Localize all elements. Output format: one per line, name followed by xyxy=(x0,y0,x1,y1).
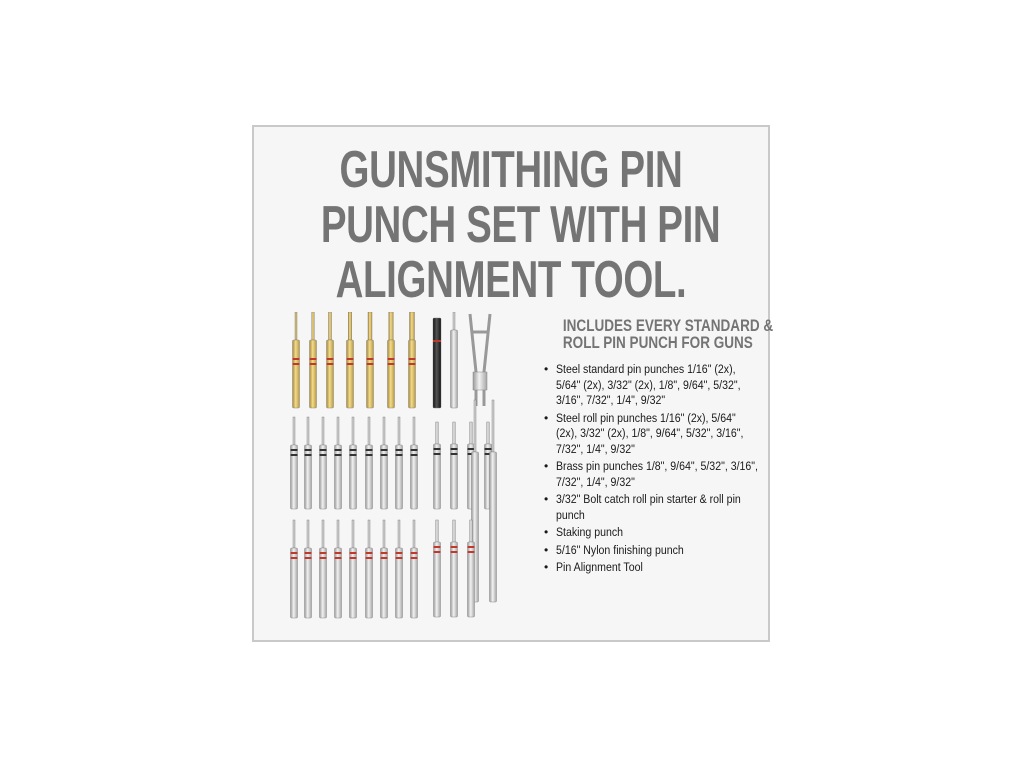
brass-punch-tip xyxy=(329,312,332,340)
title-line-1: GUNSMITHING PIN xyxy=(339,141,683,199)
bolt-catch-punch-tip xyxy=(474,400,476,452)
list-item xyxy=(544,411,754,458)
steel-roll-punch-tip xyxy=(413,520,415,548)
brass-punch-shaft xyxy=(367,340,374,408)
steel-roll-punch-shaft xyxy=(468,542,475,617)
list-item xyxy=(544,543,754,559)
brass-punch-shaft xyxy=(347,340,354,408)
list-item-text: Steel roll pin punches 1/16" (2x), 5/64" (2x), 3/32" (2x), 1/8", 9/64", 5/32", 3/16", 7/32", 1/4", 9/32" xyxy=(556,410,744,456)
steel-roll-punch-band xyxy=(291,552,298,554)
steel-standard-punch-band xyxy=(451,448,458,450)
steel-standard-punch-tip xyxy=(436,422,439,444)
steel-standard-punch-tip xyxy=(470,422,473,444)
brass-punch-tip xyxy=(410,312,415,340)
brass-punch-tip xyxy=(348,312,352,340)
steel-roll-punch-shaft xyxy=(451,542,458,617)
steel-standard-punch-band xyxy=(396,449,403,451)
steel-roll-punch-band xyxy=(434,546,441,548)
steel-roll-punch-band xyxy=(411,557,418,559)
roll-pin-starter-tip xyxy=(492,400,494,452)
brass-punch-tip xyxy=(295,312,297,340)
steel-roll-punch-tip xyxy=(352,520,354,548)
bullet-icon: • xyxy=(544,542,549,557)
steel-standard-punch-band xyxy=(451,453,458,455)
steel-standard-punch-tip xyxy=(383,417,385,445)
brass-punch-band xyxy=(409,363,416,365)
list-item-text: Steel standard pin punches 1/16" (2x), 5/64" (2x), 3/32" (2x), 1/8", 9/64", 5/32", 3/16", 7/32", 1/4", 9/32" xyxy=(556,362,741,407)
includes-heading xyxy=(562,317,774,352)
steel-roll-punch-tip xyxy=(337,520,339,548)
steel-roll-punch-tip xyxy=(398,520,400,548)
steel-standard-punch-band xyxy=(291,454,298,456)
steel-roll-punch-band xyxy=(366,557,373,559)
brass-punch-shaft xyxy=(409,340,416,408)
steel-roll-punch-band xyxy=(396,557,403,559)
brass-punch-band xyxy=(347,358,354,360)
steel-roll-punch-tip xyxy=(383,520,385,548)
steel-roll-punch-tip xyxy=(470,520,473,542)
list-item-text: 5/16" Nylon finishing punch xyxy=(556,542,684,557)
steel-roll-punch-tip xyxy=(368,520,370,548)
brass-punch-band xyxy=(293,363,300,365)
steel-roll-punch-band xyxy=(468,551,475,553)
list-item-text: Staking punch xyxy=(556,525,624,539)
steel-standard-punch-tip xyxy=(487,422,490,444)
steel-standard-punch-band xyxy=(350,454,357,456)
brass-punch-band xyxy=(367,363,374,365)
punch-set-image xyxy=(286,312,501,620)
steel-standard-punch-tip xyxy=(337,417,339,445)
brass-punch-band xyxy=(327,358,334,360)
steel-roll-punch-band xyxy=(451,551,458,553)
staking-punch-shaft xyxy=(451,330,458,408)
steel-roll-punch-band xyxy=(434,551,441,553)
steel-standard-punch-tip xyxy=(453,422,456,444)
steel-roll-punch-band xyxy=(320,557,327,559)
steel-standard-punch-band xyxy=(485,448,492,450)
includes-heading-line-1: INCLUDES EVERY STANDARD & xyxy=(562,317,774,335)
steel-standard-punch-tip xyxy=(368,417,370,445)
includes-list xyxy=(544,362,758,576)
steel-roll-punch-band xyxy=(381,557,388,559)
steel-standard-punch-band xyxy=(320,454,327,456)
includes-panel xyxy=(544,317,774,578)
brass-punch-tip xyxy=(368,312,372,340)
brass-punch-shaft xyxy=(310,340,317,408)
nylon-punch-shaft xyxy=(433,318,441,408)
steel-roll-punch-band xyxy=(350,557,357,559)
bullet-icon: • xyxy=(544,560,549,574)
list-item xyxy=(544,560,754,576)
brass-punch-tip xyxy=(389,312,394,340)
bullet-icon: • xyxy=(544,492,549,506)
steel-roll-punch-band xyxy=(305,557,312,559)
brass-punch-band xyxy=(310,358,317,360)
bullet-icon: • xyxy=(544,410,549,425)
product-title xyxy=(254,143,768,308)
steel-standard-punch-band xyxy=(411,449,418,451)
punch-set-illustration xyxy=(286,312,501,620)
steel-standard-punch-band xyxy=(411,454,418,456)
brass-punch-band xyxy=(367,358,374,360)
brass-punch-tip xyxy=(312,312,315,340)
list-item-text: Pin Alignment Tool xyxy=(556,560,643,574)
steel-standard-punch-band xyxy=(366,449,373,451)
steel-roll-punch-band xyxy=(381,552,388,554)
brass-punch-shaft xyxy=(293,340,300,408)
steel-roll-punch-band xyxy=(350,552,357,554)
steel-standard-punch-tip xyxy=(352,417,354,445)
pin-alignment-tool xyxy=(470,314,490,406)
nylon-punch-band xyxy=(433,340,441,342)
list-item xyxy=(544,362,754,409)
steel-standard-punch-band xyxy=(320,449,327,451)
steel-standard-punch-band xyxy=(434,448,441,450)
steel-roll-punch-band xyxy=(305,552,312,554)
title-line-2: PUNCH SET WITH PIN xyxy=(320,196,721,254)
steel-roll-punch-band xyxy=(396,552,403,554)
list-item xyxy=(544,459,758,490)
steel-roll-punch-tip xyxy=(307,520,309,548)
steel-roll-punch-band xyxy=(366,552,373,554)
steel-roll-punch-band xyxy=(411,552,418,554)
title-line-3: ALIGNMENT TOOL. xyxy=(335,251,687,309)
brass-punch-band xyxy=(327,363,334,365)
steel-standard-punch-tip xyxy=(293,417,295,445)
bullet-icon: • xyxy=(544,362,549,376)
steel-roll-punch-band xyxy=(468,546,475,548)
list-item-text: Brass pin punches 1/8", 9/64", 5/32", 3/16", 7/32", 1/4", 9/32" xyxy=(556,459,758,489)
steel-standard-punch-band xyxy=(305,449,312,451)
steel-roll-punch-tip xyxy=(293,520,295,548)
brass-punch-band xyxy=(388,363,395,365)
bullet-icon: • xyxy=(544,525,549,539)
steel-standard-punch-band xyxy=(335,454,342,456)
bullet-icon: • xyxy=(544,459,549,473)
steel-roll-punch-shaft xyxy=(434,542,441,617)
steel-standard-punch-band xyxy=(381,449,388,451)
includes-heading-line-2: ROLL PIN PUNCH FOR GUNS xyxy=(562,334,753,352)
steel-roll-punch-band xyxy=(320,552,327,554)
steel-standard-punch-tip xyxy=(398,417,400,445)
steel-roll-punch-band xyxy=(335,552,342,554)
steel-roll-punch-band xyxy=(335,557,342,559)
steel-roll-punch-tip xyxy=(453,520,456,542)
steel-standard-punch-tip xyxy=(322,417,324,445)
brass-punch-band xyxy=(347,363,354,365)
brass-punch-shaft xyxy=(327,340,334,408)
steel-standard-punch-band xyxy=(291,449,298,451)
product-card xyxy=(252,125,774,642)
steel-standard-punch-tip xyxy=(413,417,415,445)
steel-standard-punch-band xyxy=(366,454,373,456)
steel-roll-punch-tip xyxy=(436,520,439,542)
steel-standard-punch-band xyxy=(468,448,475,450)
list-item-text: 3/32" Bolt catch roll pin starter & roll pin punch xyxy=(556,492,741,522)
staking-punch-tip xyxy=(453,312,455,330)
brass-punch-band xyxy=(409,358,416,360)
roll-pin-starter-shaft xyxy=(490,452,497,602)
steel-standard-punch-band xyxy=(381,454,388,456)
brass-punch-band xyxy=(310,363,317,365)
pin-alignment-tool-body xyxy=(473,372,487,390)
list-item xyxy=(544,525,754,541)
steel-roll-punch-band xyxy=(291,557,298,559)
steel-standard-punch-tip xyxy=(307,417,309,445)
brass-punch-band xyxy=(293,358,300,360)
steel-roll-punch-tip xyxy=(322,520,324,548)
steel-standard-punch-band xyxy=(305,454,312,456)
brass-punch-shaft xyxy=(388,340,395,408)
list-item xyxy=(544,492,754,523)
steel-standard-punch-band xyxy=(350,449,357,451)
steel-standard-punch-band xyxy=(434,453,441,455)
steel-roll-punch-band xyxy=(451,546,458,548)
steel-standard-punch-band xyxy=(335,449,342,451)
brass-punch-band xyxy=(388,358,395,360)
steel-standard-punch-band xyxy=(396,454,403,456)
